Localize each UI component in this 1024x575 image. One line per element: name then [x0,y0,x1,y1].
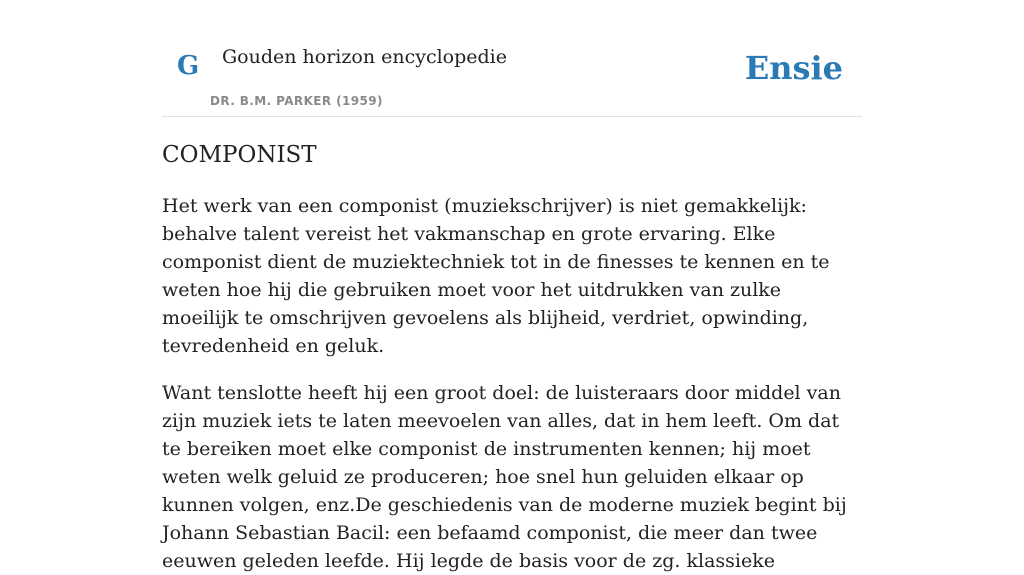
book-title-link[interactable]: Gouden horizon encyclopedie [222,46,507,68]
header [162,0,862,117]
article-title: COMPONIST [162,142,317,168]
article-paragraph-1: Het werk van een componist (muziekschrijver) is niet gemakkelijk: behalve talent vereist het vakmanschap en grote ervaring. Elke componist dient de muziektechniek tot in de finesses te kennen en te weten hoe hij die gebruiken moet voor het uitdrukken van zulke moeilijk te omschrijven gevoelens als blijheid, verdriet, opwinding, tevredenheid en geluk. [162,195,830,357]
ensie-logo-link[interactable]: Ensie [744,49,843,87]
article-paragraph-2: Want tenslotte heeft hij een groot doel: de luisteraars door middel van zijn muziek iets te laten meevoelen van alles, dat in hem leeft. Om dat te bereiken moet elke componist de instrumenten kennen; hij moet weten welk geluid ze produceren; hoe snel hun geluiden elkaar op kunnen volgen, enz.De geschiedenis van de moderne muziek begint bij Johann Sebastian Bacil: een befaamd componist, die meer dan twee eeuwen geleden leefde. Hij legde de basis voor de zg. klassieke [162,382,847,572]
article [162,140,862,575]
book-author: DR. B.M. PARKER (1959) [210,94,383,108]
book-logo-icon[interactable]: G [177,51,200,81]
